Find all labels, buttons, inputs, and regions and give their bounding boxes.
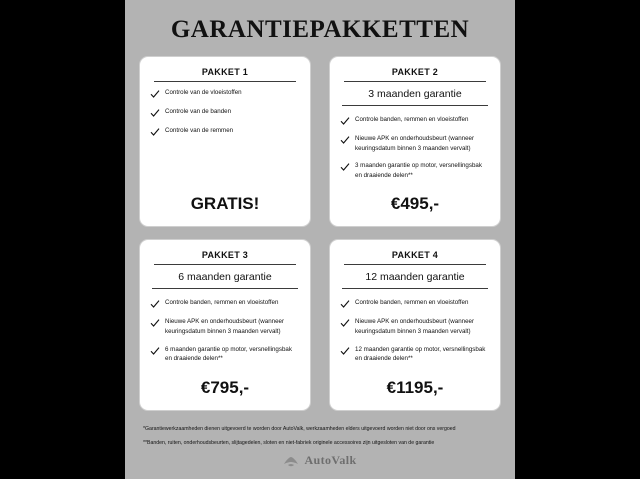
package-name: PAKKET 4 bbox=[344, 250, 486, 265]
brand-logo bbox=[139, 453, 501, 468]
feature-text: Controle van de banden bbox=[165, 108, 232, 115]
feature-list bbox=[150, 298, 300, 371]
check-icon bbox=[150, 108, 160, 118]
garantiepakketten-poster bbox=[125, 0, 515, 479]
package-name: PAKKET 1 bbox=[154, 67, 296, 82]
package-subtitle: 3 maanden garantie bbox=[342, 88, 488, 106]
feature-text: Nieuwe APK en onderhoudsbeurt (wanneer keuringsdatum binnen 3 maanden vervalt) bbox=[165, 318, 285, 336]
check-icon bbox=[340, 116, 350, 126]
feature-list bbox=[150, 88, 300, 188]
check-icon bbox=[340, 135, 350, 145]
check-icon bbox=[340, 318, 350, 328]
package-name: PAKKET 2 bbox=[344, 67, 486, 82]
feature-text: Controle banden, remmen en vloeistoffen bbox=[355, 116, 469, 123]
list-item bbox=[150, 317, 300, 336]
package-grid bbox=[139, 56, 501, 423]
footnotes bbox=[139, 425, 501, 447]
check-icon bbox=[340, 299, 350, 309]
feature-text: Nieuwe APK en onderhoudsbeurt (wanneer keuringsdatum binnen 3 maanden vervalt) bbox=[355, 135, 475, 152]
list-item bbox=[150, 345, 300, 364]
feature-text: 6 maanden garantie op motor, versnellingsbak en draaiende delen** bbox=[165, 345, 292, 363]
package-name: PAKKET 3 bbox=[154, 250, 296, 265]
package-card-1[interactable] bbox=[139, 56, 311, 227]
list-item bbox=[340, 161, 490, 180]
footnote-warranty-work: *Garantiewerkzaamheden dienen uitgevoerd te worden door AutoValk, werkzaamheden elders uitgevoerd worden niet door ons vergoed bbox=[143, 425, 456, 432]
list-item bbox=[150, 126, 300, 137]
feature-text: Controle banden, remmen en vloeistoffen bbox=[165, 299, 279, 307]
check-icon bbox=[340, 162, 350, 172]
feature-text: 12 maanden garantie op motor, versnellingsbak en draaiende delen** bbox=[355, 345, 486, 363]
feature-list bbox=[340, 298, 490, 371]
list-item bbox=[150, 107, 300, 118]
package-price: €795,- bbox=[200, 377, 250, 397]
check-icon bbox=[340, 346, 350, 356]
package-price: €495,- bbox=[390, 194, 440, 214]
feature-text: Controle banden, remmen en vloeistoffen bbox=[355, 299, 469, 307]
package-price: €1195,- bbox=[386, 377, 444, 397]
feature-text: Controle van de vloeistoffen bbox=[165, 89, 242, 96]
list-item bbox=[340, 345, 490, 364]
feature-text: Controle van de remmen bbox=[165, 127, 234, 134]
check-icon bbox=[150, 89, 160, 99]
footnote-exclusions: **Banden, ruiten, onderhoudsbeurten, slijtagedelen, sloten en niet-fabriek originele accessoires zijn uitgesloten van de garantie bbox=[143, 439, 435, 446]
check-icon bbox=[150, 127, 160, 137]
package-card-2[interactable] bbox=[329, 56, 501, 227]
brand-name: AutoValk bbox=[304, 453, 357, 467]
list-item bbox=[340, 298, 490, 309]
feature-text: 3 maanden garantie op motor, versnellingsbak en draaiende delen** bbox=[355, 162, 482, 179]
list-item bbox=[150, 88, 300, 99]
list-item bbox=[150, 298, 300, 309]
package-card-3[interactable] bbox=[139, 239, 311, 410]
feature-text: Nieuwe APK en onderhoudsbeurt (wanneer keuringsdatum binnen 3 maanden vervalt) bbox=[355, 318, 475, 336]
package-card-4[interactable] bbox=[329, 239, 501, 410]
package-subtitle: 6 maanden garantie bbox=[152, 271, 298, 289]
package-subtitle: 12 maanden garantie bbox=[342, 271, 488, 289]
check-icon bbox=[150, 318, 160, 328]
list-item bbox=[340, 115, 490, 126]
package-price: GRATIS! bbox=[190, 194, 260, 214]
list-item bbox=[340, 317, 490, 336]
list-item bbox=[340, 134, 490, 153]
check-icon bbox=[150, 299, 160, 309]
page-title: GARANTIEPAKKETTEN bbox=[170, 16, 470, 43]
feature-list bbox=[340, 115, 490, 188]
check-icon bbox=[150, 346, 160, 356]
valk-bird-icon bbox=[283, 455, 299, 466]
